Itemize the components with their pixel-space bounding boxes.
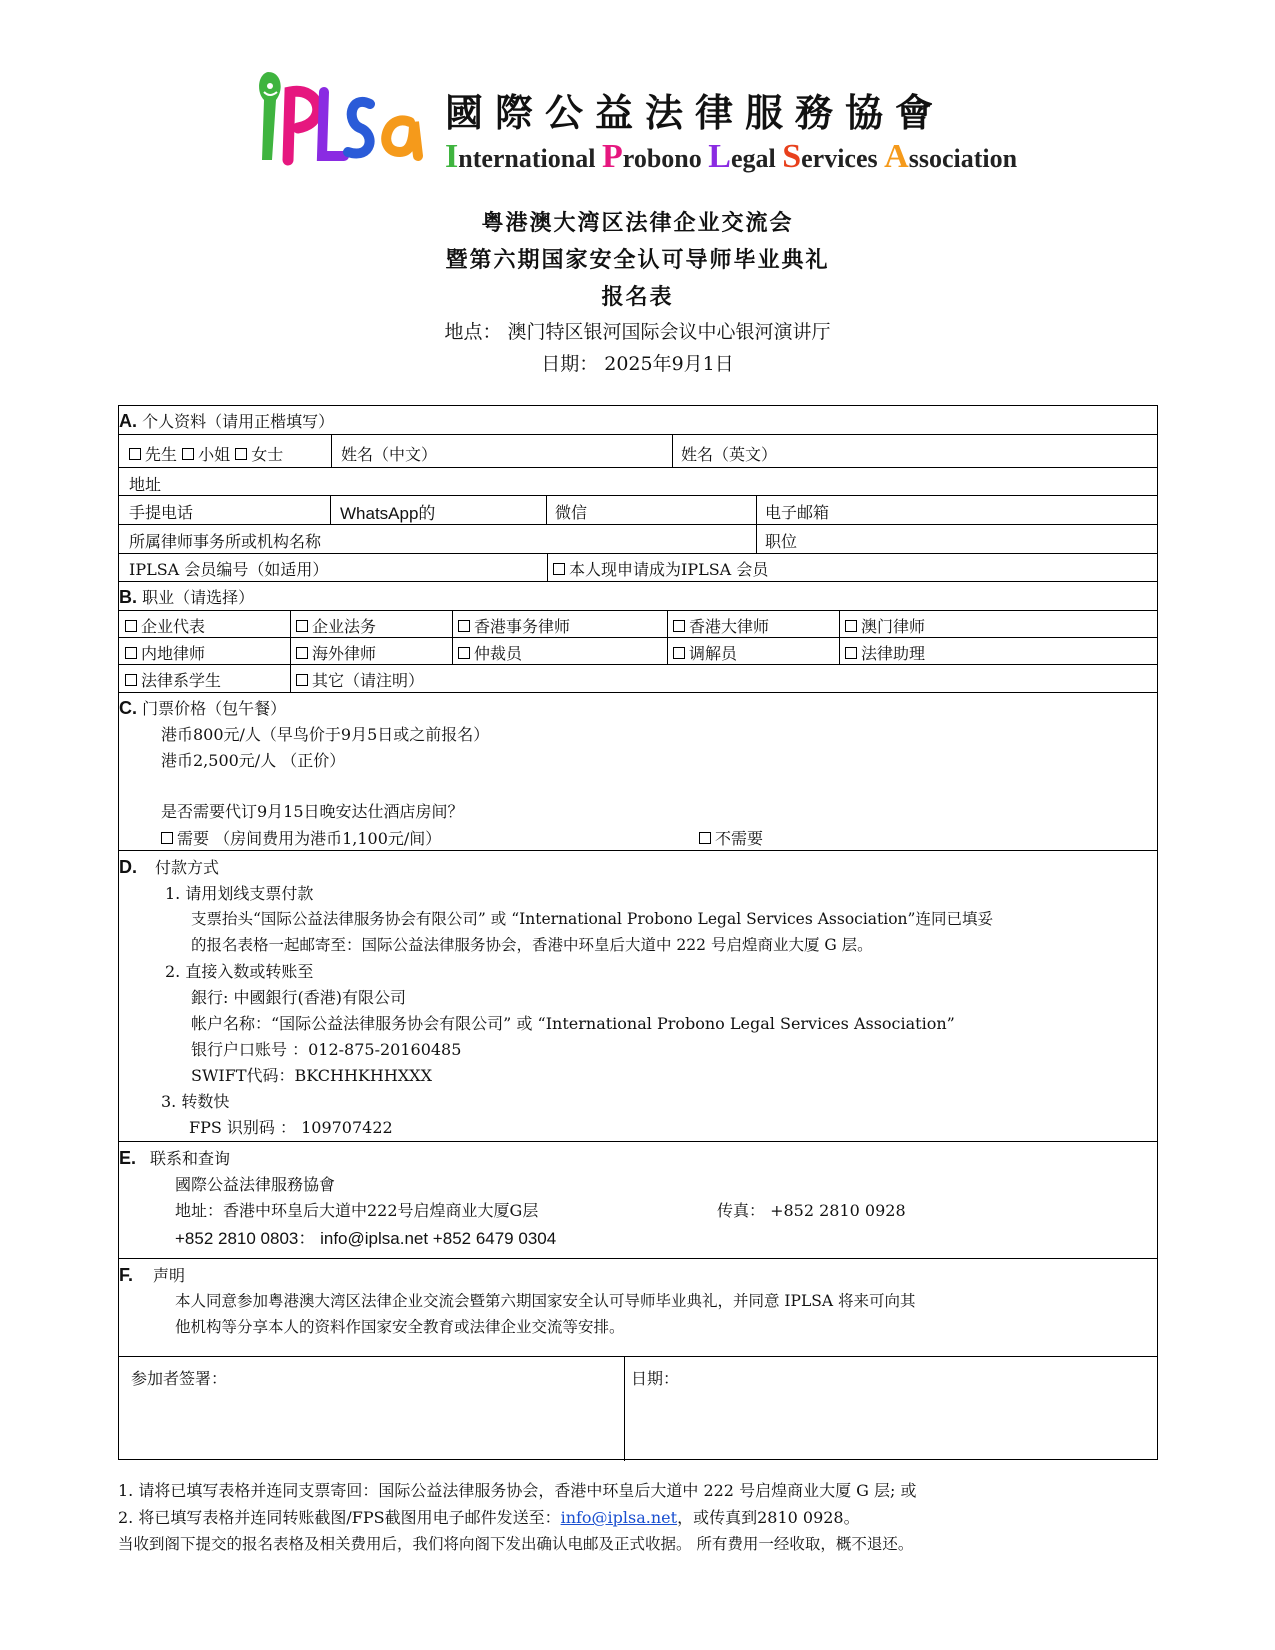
logo-name-en: International Probono Legal Services Association xyxy=(445,138,1018,175)
bank-name: 銀行: 中國銀行(香港)有限公司 xyxy=(191,988,406,1007)
contact-address: 地址：香港中环皇后大道中222号启煌商业大厦G层 xyxy=(175,1201,539,1220)
checkbox-icon[interactable] xyxy=(845,647,857,659)
checkbox-icon[interactable] xyxy=(458,620,470,632)
checkbox-ms[interactable] xyxy=(235,448,247,460)
title-line-2: 暨第六期国家安全认可导师毕业典礼 xyxy=(445,247,830,273)
checkbox-apply-member[interactable] xyxy=(553,563,565,575)
cheque-payee: 支票抬头“国际公益法律服务协会有限公司” 或 “International Probono Legal Services Association”连同已填妥 xyxy=(191,910,993,928)
email-link[interactable]: info@iplsa.net xyxy=(560,1508,678,1527)
name-en-field[interactable]: 姓名（英文） xyxy=(681,445,778,464)
section-d-heading: D. 付款方式 xyxy=(119,857,220,877)
event-date: 日期： 2025年9月1日 xyxy=(541,353,734,375)
section-e-heading: E. 联系和查询 xyxy=(119,1148,231,1168)
occupation-option[interactable]: 调解员 xyxy=(673,641,737,664)
checkbox-miss[interactable] xyxy=(182,448,194,460)
occupation-option[interactable]: 企业法务 xyxy=(296,614,376,637)
occupation-option[interactable]: 仲裁员 xyxy=(458,641,522,664)
email-field[interactable]: 电子邮箱 xyxy=(765,503,830,522)
checkbox-icon[interactable] xyxy=(458,647,470,659)
section-f-heading: F. 声明 xyxy=(119,1265,186,1285)
swift-code: SWIFT代码：BKCHHKHHXXX xyxy=(191,1066,432,1085)
payment-method-3: 3. 转数快 xyxy=(161,1092,230,1111)
declaration-line-2: 他机构等分享本人的资料作国家安全教育或法律企业交流等安排。 xyxy=(175,1318,625,1336)
iplsa-logo xyxy=(250,52,425,172)
position-field[interactable]: 职位 xyxy=(765,532,798,551)
member-no-field[interactable]: IPLSA 会员编号（如适用） xyxy=(129,560,329,579)
checkbox-icon[interactable] xyxy=(673,647,685,659)
occupation-option[interactable]: 内地律师 xyxy=(125,641,205,664)
price-regular: 港币2,500元/人 （正价） xyxy=(161,751,346,770)
occupation-option[interactable]: 香港事务律师 xyxy=(458,614,570,637)
hotel-question: 是否需要代订9月15日晚安达仕酒店房间？ xyxy=(161,802,464,821)
signature-date-field[interactable]: 日期： xyxy=(631,1369,680,1388)
occupation-option[interactable]: 企业代表 xyxy=(125,614,205,637)
payment-method-2: 2. 直接入数或转账至 xyxy=(165,962,314,981)
registration-form xyxy=(118,405,1158,1460)
address-field[interactable]: 地址 xyxy=(129,475,162,494)
price-early-bird: 港币800元/人（早鸟价于9月5日或之前报名） xyxy=(161,725,490,744)
occupation-option[interactable]: 海外律师 xyxy=(296,641,376,664)
checkbox-icon[interactable] xyxy=(296,674,308,686)
footer-note-3: 当收到阁下提交的报名表格及相关费用后，我们将向阁下发出确认电邮及正式收据。 所有费用一经收取，概不退还。 xyxy=(118,1535,914,1553)
wechat-field[interactable]: 微信 xyxy=(555,503,588,522)
firm-field[interactable]: 所属律师事务所或机构名称 xyxy=(129,532,322,551)
title-options: 先生 小姐 女士 xyxy=(129,442,283,465)
checkbox-icon[interactable] xyxy=(125,674,137,686)
checkbox-icon[interactable] xyxy=(296,647,308,659)
section-b-heading: B. 职业（请选择） xyxy=(119,587,255,607)
occupation-option[interactable]: 其它（请注明） xyxy=(296,668,424,691)
contact-org: 國際公益法律服務協會 xyxy=(175,1175,336,1194)
account-name: 帐户名称：“国际公益法律服务协会有限公司” 或 “International Probono Legal Services Association” xyxy=(191,1014,955,1033)
title-line-1: 粤港澳大湾区法律企业交流会 xyxy=(481,210,794,236)
occupation-option[interactable]: 法律助理 xyxy=(845,641,925,664)
occupation-option[interactable]: 澳门律师 xyxy=(845,614,925,637)
venue: 地点： 澳门特区银河国际会议中心银河演讲厅 xyxy=(444,321,831,343)
name-zh-field[interactable]: 姓名（中文） xyxy=(341,445,438,464)
footer-note-1: 1. 请将已填写表格并连同支票寄回：国际公益法律服务协会，香港中环皇后大道中 222 号启煌商业大厦 G 层; 或 xyxy=(118,1481,917,1500)
occupation-option[interactable]: 法律系学生 xyxy=(125,668,221,691)
account-number: 银行户口账号 ：012-875-20160485 xyxy=(191,1040,462,1059)
title-line-3: 报名表 xyxy=(601,284,674,310)
section-a-heading: A. 个人资料（请用正楷填写） xyxy=(119,411,335,431)
logo-name-zh: 國際公益法律服務協會 xyxy=(445,90,946,135)
contact-fax: 传真： +852 2810 0928 xyxy=(717,1201,906,1220)
declaration-line-1: 本人同意参加粤港澳大湾区法律企业交流会暨第六期国家安全认可导师毕业典礼，并同意 IPLSA 将来可向其 xyxy=(175,1292,916,1310)
checkbox-icon[interactable] xyxy=(699,832,711,844)
contact-phone-email: +852 2810 0803： info@iplsa.net +852 6479 0304 xyxy=(175,1229,557,1248)
hotel-no-option[interactable]: 不需要 xyxy=(699,826,763,849)
whatsapp-field[interactable]: WhatsApp的 xyxy=(340,504,436,523)
fps-id: FPS 识别码 ： 109707422 xyxy=(189,1118,393,1137)
checkbox-icon[interactable] xyxy=(161,832,173,844)
footer-note-2: 2. 将已填写表格并连同转账截图/FPS截图用电子邮件发送至：info@iplsa.net，或传真到2810 0928。 xyxy=(118,1508,860,1527)
checkbox-icon[interactable] xyxy=(125,620,137,632)
checkbox-icon[interactable] xyxy=(296,620,308,632)
occupation-option[interactable]: 香港大律师 xyxy=(673,614,769,637)
checkbox-icon[interactable] xyxy=(673,620,685,632)
section-c-heading: C. 门票价格（包午餐） xyxy=(119,698,287,718)
signature-field[interactable]: 参加者签署： xyxy=(131,1369,228,1388)
apply-member-option[interactable]: 本人现申请成为IPLSA 会员 xyxy=(553,557,768,580)
mobile-field[interactable]: 手提电话 xyxy=(129,503,194,522)
cheque-mailing-address: 的报名表格一起邮寄至：国际公益法律服务协会，香港中环皇后大道中 222 号启煌商业大厦 G 层。 xyxy=(191,936,873,954)
checkbox-mr[interactable] xyxy=(129,448,141,460)
hotel-yes-option[interactable]: 需要 （房间费用为港币1,100元/间） xyxy=(161,826,441,849)
checkbox-icon[interactable] xyxy=(125,647,137,659)
payment-method-1: 1. 请用划线支票付款 xyxy=(165,884,314,903)
checkbox-icon[interactable] xyxy=(845,620,857,632)
